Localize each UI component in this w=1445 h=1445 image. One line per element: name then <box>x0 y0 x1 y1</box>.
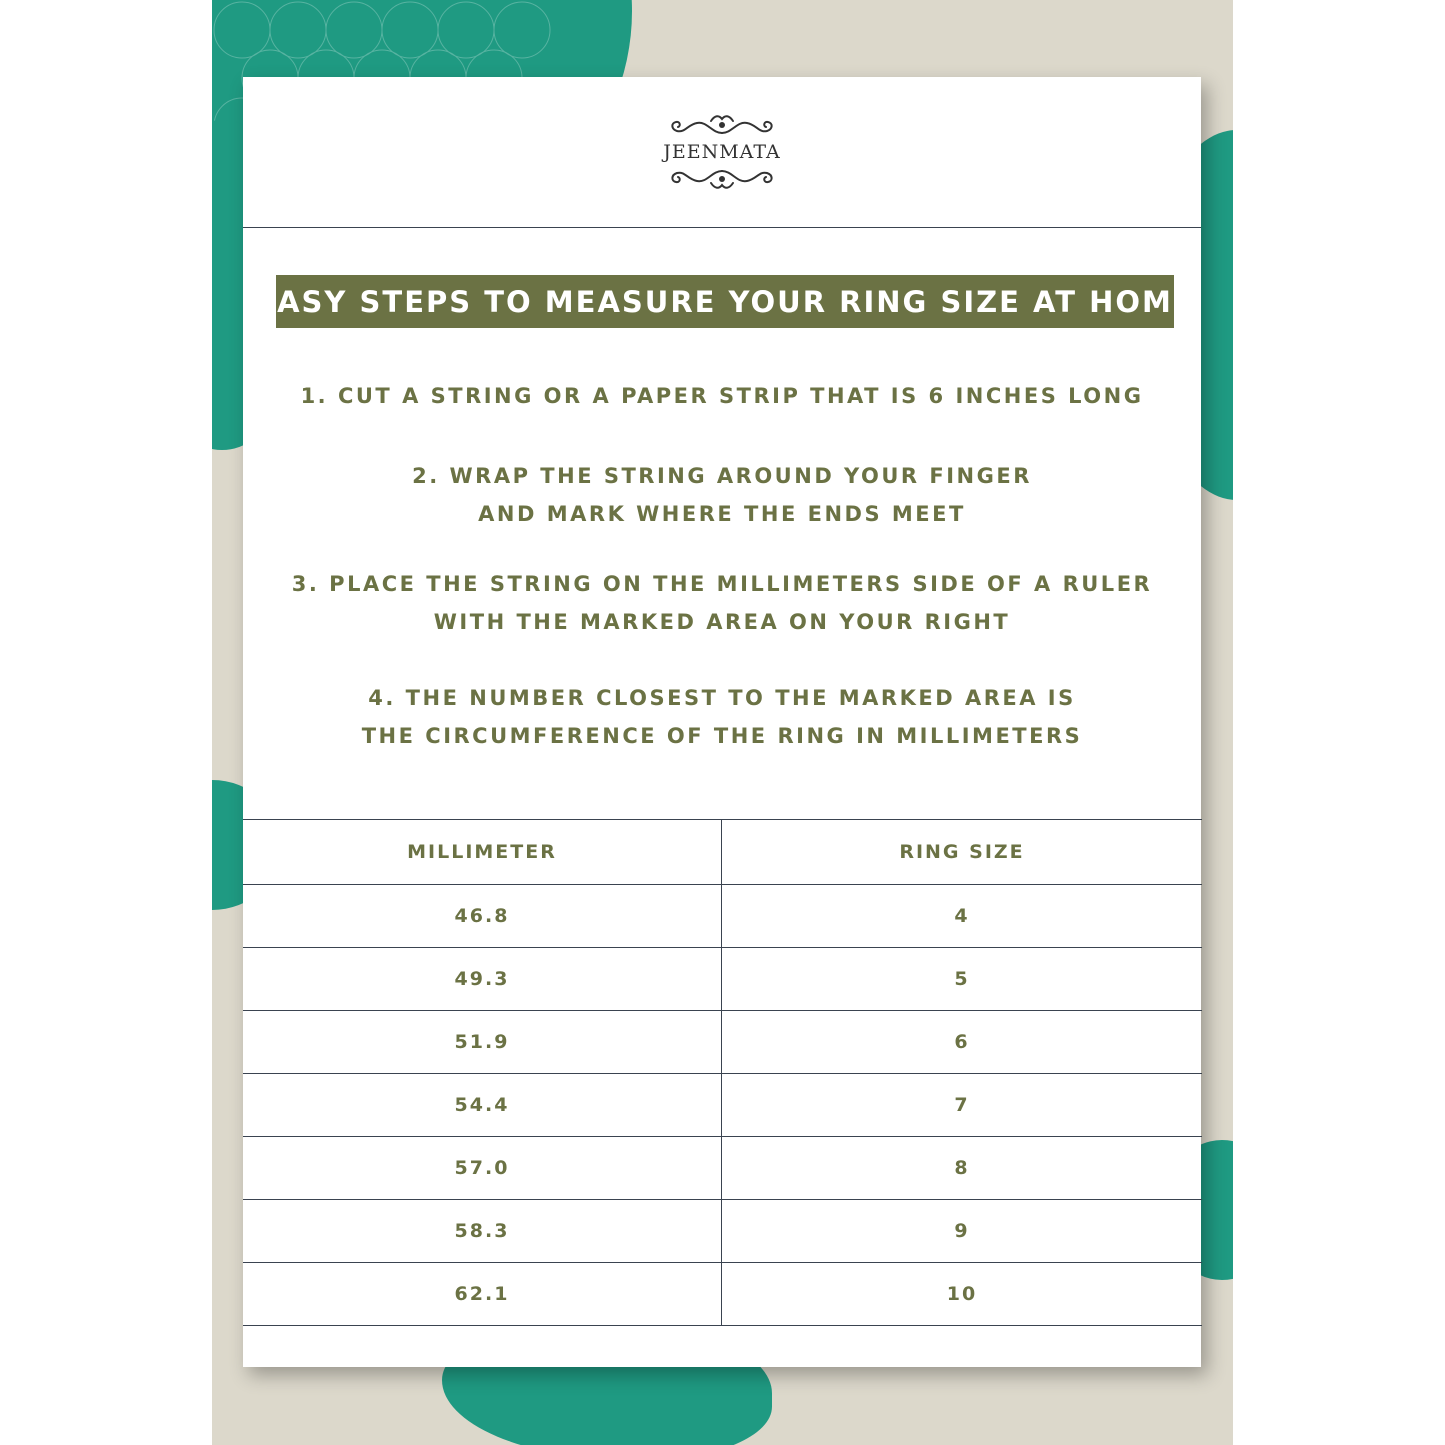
millimeter-cell: 46.8 <box>243 885 722 948</box>
instruction-step-3 <box>243 565 1201 641</box>
ring-size-card <box>243 77 1201 1367</box>
logo-flourish-icon <box>667 113 777 139</box>
column-header-millimeter: MILLIMETER <box>243 820 722 885</box>
table-row <box>243 1137 1202 1200</box>
millimeter-cell: 57.0 <box>243 1137 722 1200</box>
ring-size-cell: 7 <box>722 1074 1203 1137</box>
step-line: AND MARK WHERE THE ENDS MEET <box>478 502 966 526</box>
ring-size-cell: 5 <box>722 948 1203 1011</box>
ring-size-table <box>243 819 1202 1326</box>
millimeter-cell: 49.3 <box>243 948 722 1011</box>
table-row <box>243 885 1202 948</box>
step-line: WITH THE MARKED AREA ON YOUR RIGHT <box>433 610 1011 634</box>
ring-size-cell: 6 <box>722 1011 1203 1074</box>
step-line: 4. THE NUMBER CLOSEST TO THE MARKED AREA IS <box>368 686 1076 710</box>
step-line: 1. CUT A STRING OR A PAPER STRIP THAT IS 6 INCHES LONG <box>300 384 1144 408</box>
instruction-step-4 <box>243 679 1201 755</box>
millimeter-cell: 58.3 <box>243 1200 722 1263</box>
brand-name: JEENMATA <box>663 141 781 163</box>
table-row <box>243 948 1202 1011</box>
ring-size-cell: 4 <box>722 885 1203 948</box>
step-line: 2. WRAP THE STRING AROUND YOUR FINGER <box>412 464 1032 488</box>
ring-size-cell: 9 <box>722 1200 1203 1263</box>
table-header-row <box>243 820 1202 885</box>
table-row <box>243 1074 1202 1137</box>
millimeter-cell: 54.4 <box>243 1074 722 1137</box>
table-row <box>243 1011 1202 1074</box>
column-header-ring-size: RING SIZE <box>722 820 1203 885</box>
instruction-step-1 <box>243 377 1201 415</box>
table-row <box>243 1200 1202 1263</box>
millimeter-cell: 62.1 <box>243 1263 722 1326</box>
header-divider <box>243 227 1201 228</box>
millimeter-cell: 51.9 <box>243 1011 722 1074</box>
table-row <box>243 1263 1202 1326</box>
instruction-step-2 <box>243 457 1201 533</box>
brand-logo <box>243 77 1201 227</box>
logo-flourish-icon <box>667 165 777 191</box>
step-line: 3. PLACE THE STRING ON THE MILLIMETERS SIDE OF A RULER <box>291 572 1153 596</box>
ring-size-cell: 8 <box>722 1137 1203 1200</box>
step-line: THE CIRCUMFERENCE OF THE RING IN MILLIMETERS <box>361 724 1083 748</box>
ring-size-cell: 10 <box>722 1263 1203 1326</box>
page-title: EASY STEPS TO MEASURE YOUR RING SIZE AT HOME <box>276 275 1174 328</box>
